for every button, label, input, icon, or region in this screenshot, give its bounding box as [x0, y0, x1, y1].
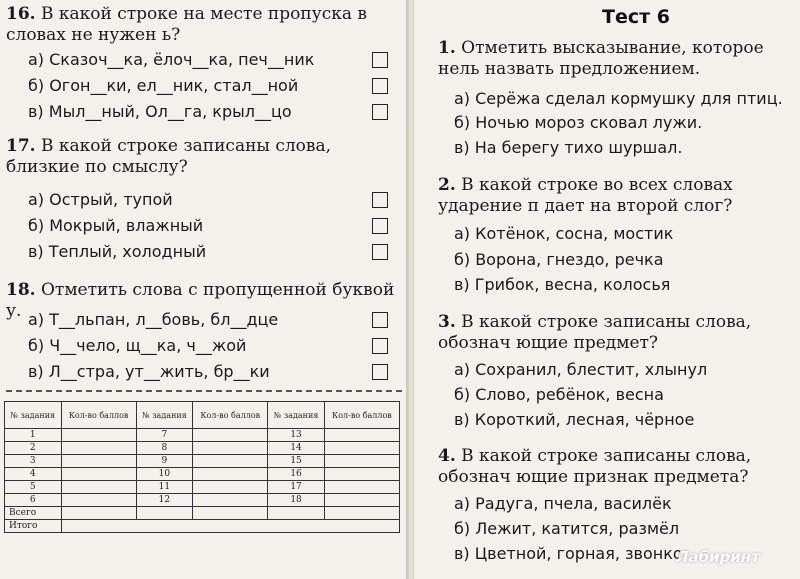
- points-cell[interactable]: [324, 442, 399, 455]
- question-text: В какой строке во всех словах ударение п дает на второй слог?: [438, 175, 733, 216]
- question-text: В какой строке записаны слова, обознач ющие предмет?: [438, 312, 752, 353]
- q18-checkbox-c[interactable]: [372, 364, 388, 380]
- table-row: [5, 442, 400, 455]
- task-number-cell: 10: [136, 468, 193, 481]
- question-number: 3.: [438, 312, 456, 332]
- task-number-cell: 12: [136, 494, 193, 507]
- task-number-cell: 11: [136, 481, 193, 494]
- points-cell[interactable]: [61, 481, 136, 494]
- table-row: [5, 455, 400, 468]
- points-cell[interactable]: [61, 494, 136, 507]
- final-points-cell[interactable]: [61, 520, 400, 533]
- q3-option-a: а) Сохранил, блестит, хлынул: [454, 360, 708, 379]
- total-label: Всего: [5, 507, 62, 520]
- table-row: [5, 429, 400, 442]
- points-cell[interactable]: [324, 429, 399, 442]
- header-cell: Кол-во баллов: [193, 402, 268, 429]
- task-number-cell: 13: [268, 429, 325, 442]
- question-17: [6, 136, 402, 178]
- task-number-cell: 18: [268, 494, 325, 507]
- question-1: [438, 38, 800, 80]
- q17-option-b: б) Мокрый, влажный: [28, 216, 204, 235]
- question-2: [438, 175, 800, 217]
- q1-option-b: б) Ночью мороз сковал лужи.: [454, 113, 703, 132]
- points-cell[interactable]: [324, 455, 399, 468]
- table-row: [5, 481, 400, 494]
- question-text: В какой строке записаны слова, обознач ющие признак предмета?: [438, 446, 752, 487]
- table-header-row: [5, 402, 400, 429]
- points-cell[interactable]: [61, 442, 136, 455]
- task-number-cell: 17: [268, 481, 325, 494]
- question-16: [6, 4, 402, 46]
- final-label: Итого: [5, 520, 62, 533]
- q16-checkbox-a[interactable]: [372, 52, 388, 68]
- right-page: [414, 0, 800, 579]
- q2-option-b: б) Ворона, гнездо, речка: [454, 250, 664, 269]
- points-cell[interactable]: [193, 455, 268, 468]
- q18-checkbox-b[interactable]: [372, 338, 388, 354]
- points-cell[interactable]: [193, 481, 268, 494]
- q18-option-b: б) Ч__чело, щ__ка, ч__жой: [28, 336, 247, 355]
- task-number-cell: 7: [136, 429, 193, 442]
- question-number: 4.: [438, 446, 456, 466]
- watermark-logo: Лабиринт: [676, 548, 760, 566]
- table-row: [5, 468, 400, 481]
- header-cell: Кол-во баллов: [61, 402, 136, 429]
- q3-option-c: в) Короткий, лесная, чёрное: [454, 410, 695, 429]
- q17-option-a: а) Острый, тупой: [28, 190, 173, 209]
- task-number-cell: 16: [268, 468, 325, 481]
- q3-option-b: б) Слово, ребёнок, весна: [454, 385, 664, 404]
- q18-option-c: в) Л__стра, ут__жить, бр__ки: [28, 362, 270, 381]
- q16-checkbox-b[interactable]: [372, 78, 388, 94]
- q1-option-c: в) На берегу тихо шуршал.: [454, 138, 683, 157]
- question-text: В какой строке на месте пропуска в словах не нужен ь?: [6, 4, 367, 45]
- points-cell[interactable]: [324, 481, 399, 494]
- q17-checkbox-a[interactable]: [372, 192, 388, 208]
- points-cell[interactable]: [324, 494, 399, 507]
- points-cell[interactable]: [193, 468, 268, 481]
- q17-checkbox-c[interactable]: [372, 244, 388, 260]
- table-row-total: [5, 507, 400, 520]
- cut-line: [6, 390, 402, 392]
- points-cell[interactable]: [193, 429, 268, 442]
- table-row: [5, 494, 400, 507]
- q17-checkbox-b[interactable]: [372, 218, 388, 234]
- question-text: Отметить высказывание, которое нель назвать предложением.: [438, 38, 764, 79]
- question-number: 2.: [438, 175, 456, 195]
- q4-option-c: в) Цветной, горная, звонко: [454, 544, 683, 563]
- question-3: [438, 312, 800, 354]
- q16-checkbox-c[interactable]: [372, 104, 388, 120]
- q16-option-c: в) Мыл__ный, Ол__га, крыл__цо: [28, 102, 292, 121]
- q18-checkbox-a[interactable]: [372, 312, 388, 328]
- q18-option-a: а) Т__льпан, л__бовь, бл__дце: [28, 310, 279, 329]
- task-number-cell: 3: [5, 455, 62, 468]
- header-cell: № задания: [5, 402, 62, 429]
- table-row-final: [5, 520, 400, 533]
- q4-option-b: б) Лежит, катится, размёл: [454, 519, 680, 538]
- q16-option-a: а) Сказоч__ка, ёлоч__ка, печ__ник: [28, 50, 315, 69]
- points-cell[interactable]: [193, 442, 268, 455]
- task-number-cell: 8: [136, 442, 193, 455]
- question-number: 16.: [6, 4, 36, 24]
- q4-option-a: а) Радуга, пчела, василёк: [454, 494, 672, 513]
- points-cell[interactable]: [324, 507, 399, 520]
- task-number-cell: 4: [5, 468, 62, 481]
- q1-option-a: а) Серёжа сделал кормушку для птиц.: [454, 89, 783, 108]
- task-number-cell: 2: [5, 442, 62, 455]
- header-cell: № задания: [136, 402, 193, 429]
- task-number-cell: 15: [268, 455, 325, 468]
- points-cell[interactable]: [193, 507, 268, 520]
- task-number-cell: 1: [5, 429, 62, 442]
- question-4: [438, 446, 800, 488]
- question-number: 17.: [6, 136, 36, 156]
- task-number-cell: 9: [136, 455, 193, 468]
- points-cell[interactable]: [324, 468, 399, 481]
- question-text: Отметить слова с пропущенной буквой у.: [6, 280, 395, 321]
- question-number: 18.: [6, 280, 36, 300]
- blank-cell: [136, 507, 193, 520]
- points-cell[interactable]: [61, 507, 136, 520]
- task-number-cell: 14: [268, 442, 325, 455]
- points-cell[interactable]: [61, 455, 136, 468]
- q17-option-c: в) Теплый, холодный: [28, 242, 207, 261]
- task-number-cell: 5: [5, 481, 62, 494]
- question-number: 1.: [438, 38, 456, 58]
- q2-option-a: а) Котёнок, сосна, мостик: [454, 224, 674, 243]
- points-cell[interactable]: [61, 468, 136, 481]
- points-cell[interactable]: [193, 494, 268, 507]
- page-title: Тест 6: [602, 6, 670, 28]
- task-number-cell: 6: [5, 494, 62, 507]
- score-table: [4, 401, 400, 533]
- q16-option-b: б) Огон__ки, ел__ник, стал__ной: [28, 76, 299, 95]
- points-cell[interactable]: [61, 429, 136, 442]
- blank-cell: [268, 507, 325, 520]
- question-text: В какой строке записаны слова, близкие по смыслу?: [6, 136, 332, 177]
- header-cell: № задания: [268, 402, 325, 429]
- header-cell: Кол-во баллов: [324, 402, 399, 429]
- q2-option-c: в) Грибок, весна, колосья: [454, 275, 671, 294]
